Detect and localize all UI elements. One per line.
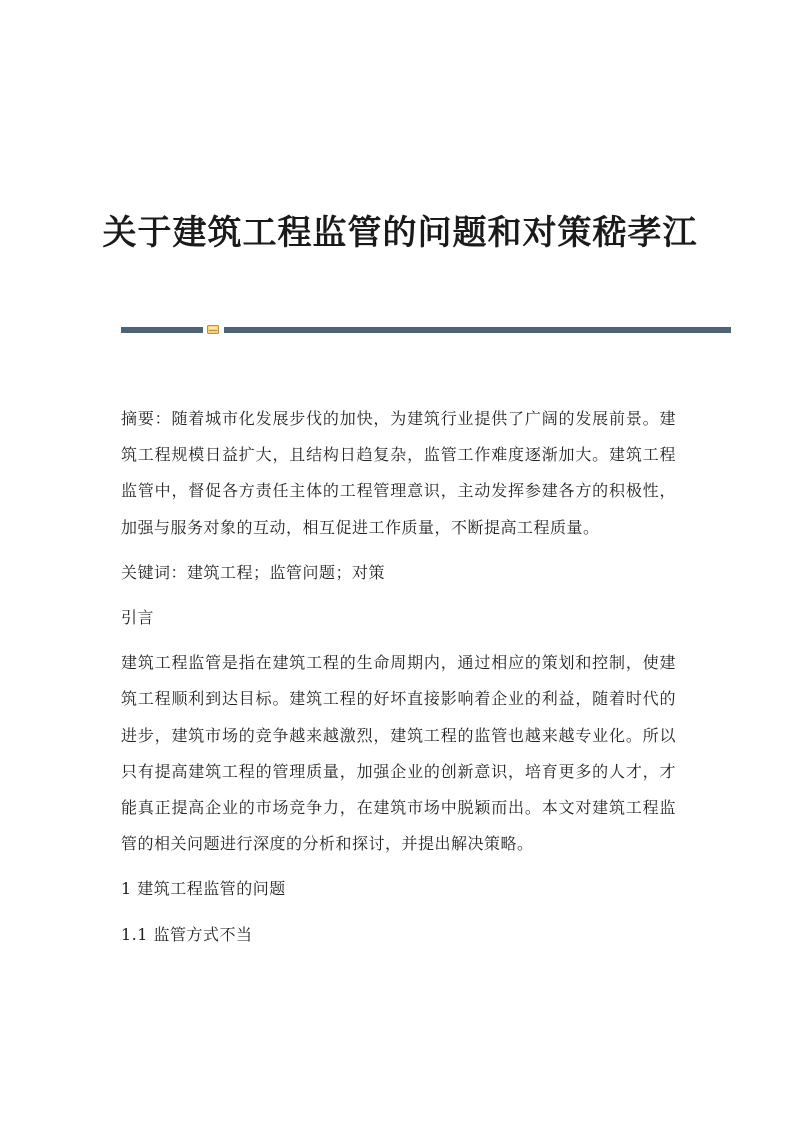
section-1-1-heading: 1.1 监管方式不当 [121, 924, 253, 944]
divider-bar-left [121, 327, 203, 333]
keywords-line: 关键词：建筑工程；监管问题；对策 [121, 562, 386, 582]
divider-bar-right [224, 327, 731, 333]
intro-heading: 引言 [121, 608, 155, 628]
intro-paragraph: 建筑工程监管是指在建筑工程的生命周期内，通过相应的策划和控制，使建筑工程顺利到达目标。建筑工程的好坏直接影响着企业的利益，随着时代的进步，建筑市场的竞争越来越激烈，建筑工程的监管也越来越专业化。所以只有提高建筑工程的管理质量，加强企业的创新意识，培育更多的人才，才能真正提高企业的市场竞争力，在建筑市场中脱颖而出。本文对建筑工程监管的相关问题进行深度的分析和探讨，并提出解决策略。 [121, 653, 676, 854]
document-body [121, 401, 676, 962]
section-1-heading: 1 建筑工程监管的问题 [121, 879, 286, 899]
document-title: 关于建筑工程监管的问题和对策嵇孝江 [102, 212, 698, 253]
abstract-paragraph: 摘要：随着城市化发展步伐的加快，为建筑行业提供了广阔的发展前景。建筑工程规模日益扩大，且结构日趋复杂，监管工作难度逐渐加大。建筑工程监管中，督促各方责任主体的工程管理意识，主动发挥参建各方的积极性，加强与服务对象的互动，相互促进工作质量，不断提高工程质量。 [121, 409, 676, 537]
pencil-ornament-icon [207, 325, 219, 334]
title-divider [121, 325, 731, 334]
